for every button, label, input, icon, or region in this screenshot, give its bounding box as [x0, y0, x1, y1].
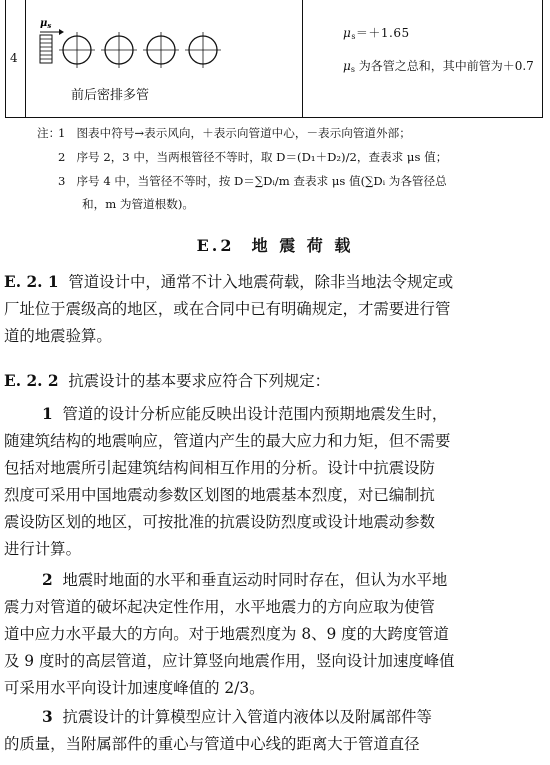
paragraph-item-2 [4, 567, 550, 702]
paragraph-line: 烈度可采用中国地震动参数区划图的地震基本烈度，对已编制抗 [4, 486, 435, 504]
wind-source-hatch-icon [40, 35, 52, 63]
paragraph-line: 震力对管道的破坏起决定性作用，水平地震力的方向应取为使管 [4, 598, 435, 616]
paragraph-line: 1 管道的设计分析应能反映出设计范围内预期地震发生时， [42, 405, 448, 423]
paragraph-line: 厂址位于震级高的地区，或在合同中已有明确规定，才需要进行管 [4, 300, 451, 318]
paragraph-line: 震设防区划的地区，可按批准的抗震设防烈度或设计地震动参数 [4, 513, 435, 531]
paragraph-line: 及 9 度时的高层管道，应计算竖向地震作用，竖向设计加速度峰值 [4, 652, 455, 670]
paragraph-line: 3 抗震设计的计算模型应计入管道内液体以及附属部件等 [42, 708, 432, 726]
paragraph-item-1 [4, 401, 550, 563]
paragraph-item-3 [4, 704, 550, 758]
paragraph-line: E. 2. 1 管道设计中，通常不计入地震荷载，除非当地法令规定或 [4, 273, 454, 291]
paragraph-line: 道的地震验算。 [4, 327, 112, 345]
paragraph-line: 2 地震时地面的水平和垂直运动时同时存在，但认为水平地 [42, 571, 448, 589]
pipe-circle-4-icon [185, 32, 221, 68]
dense-multi-pipe-diagram [31, 8, 231, 84]
wind-label: $\mu_s$ [40, 18, 52, 30]
wind-coefficient-table-row [5, 0, 543, 118]
paragraph-e-2-2 [4, 368, 550, 395]
section-heading [0, 233, 550, 256]
paragraph-e-2-1 [4, 269, 550, 350]
note-2: 2 序号 2，3 中，当两根管径不等时，取 D＝(D₁＋D₂)/2，查表求 μs 值； [58, 150, 448, 164]
figure-caption: 前后密排多管 [71, 88, 150, 103]
coefficient-note: $\mu_s$ 为各管之总和，其中前管为＋0.7 [343, 59, 534, 74]
section-title: 地 震 荷 载 [251, 236, 354, 255]
paragraph-line: 道中应力水平最大的方向。对于地震烈度为 8、9 度的大跨度管道 [4, 625, 449, 643]
note-3-continued: 和，m 为管道根数)。 [82, 197, 194, 211]
coefficient-value: $\mu_s=+1.65$ [343, 26, 410, 41]
wind-arrow-icon [40, 29, 64, 35]
paragraph-line: 进行计算。 [4, 540, 81, 558]
table-seq-number: 4 [10, 51, 18, 65]
paragraph-line: 包括对地震所引起建筑结构间相互作用的分析。设计中抗震设防 [4, 459, 435, 477]
pipe-circle-1-icon [59, 32, 95, 68]
notes-label: 注： [37, 126, 61, 140]
table-seq-cell [6, 0, 26, 117]
paragraph-line: 随建筑结构的地震响应，管道内产生的最大应力和力矩，但不需要 [4, 432, 451, 450]
section-number: E.2 [196, 236, 235, 255]
paragraph-line: 可采用水平向设计加速度峰值的 2/3。 [4, 679, 265, 697]
paragraph-line: 的质量，当附属部件的重心与管道中心线的距离大于管道直径 [4, 735, 420, 753]
table-figure-cell [25, 0, 303, 117]
pipe-circle-3-icon [143, 32, 179, 68]
note-3: 3 序号 4 中，当管径不等时，按 D＝∑Dᵢ/m 查表求 μs 值(∑Dᵢ 为各管径总 [58, 174, 447, 188]
note-1: 1 图表中符号→表示风向，＋表示向管道中心，－表示向管道外部； [58, 126, 411, 140]
paragraph-line: E. 2. 2 抗震设计的基本要求应符合下列规定： [4, 372, 331, 390]
pipe-circle-2-icon [101, 32, 137, 68]
